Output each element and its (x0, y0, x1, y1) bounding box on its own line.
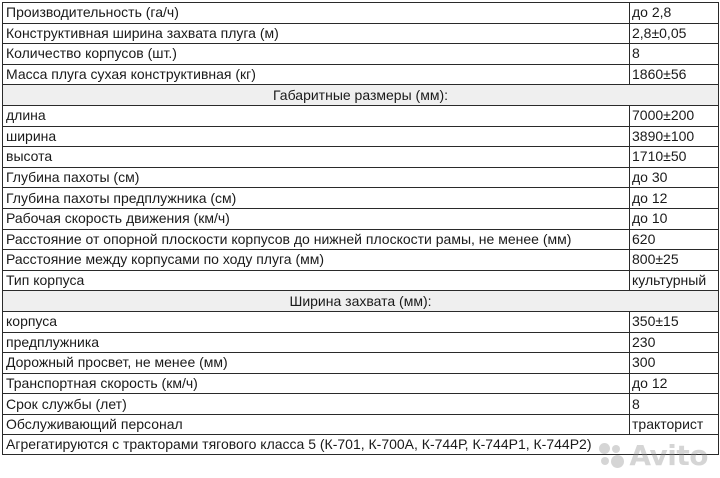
spec-label: Конструктивная ширина захвата плуга (м) (3, 23, 630, 44)
spec-label: Расстояние между корпусами по ходу плуга (мм) (3, 250, 630, 271)
spec-label: Масса плуга сухая конструктивная (кг) (3, 64, 630, 85)
spec-label: длина (3, 105, 630, 126)
spec-value: до 12 (630, 373, 719, 394)
spec-value: 300 (630, 353, 719, 374)
table-row (3, 270, 719, 291)
table-row (3, 394, 719, 415)
spec-value: до 30 (630, 167, 719, 188)
spec-value: до 10 (630, 208, 719, 229)
spec-value: 230 (630, 332, 719, 353)
table-row (3, 3, 719, 24)
table-row (3, 353, 719, 374)
spec-value: 1710±50 (630, 147, 719, 168)
section-header-row (3, 85, 719, 106)
section-title: Габаритные размеры (мм): (3, 85, 719, 106)
spec-label: Рабочая скорость движения (км/ч) (3, 208, 630, 229)
table-row (3, 208, 719, 229)
table-row (3, 23, 719, 44)
spec-value: 3890±100 (630, 126, 719, 147)
spec-value: 1860±56 (630, 64, 719, 85)
table-row (3, 147, 719, 168)
spec-label: Обслуживающий персонал (3, 414, 630, 435)
table-row (3, 126, 719, 147)
table-row (3, 188, 719, 209)
spec-label: Глубина пахоты предплужника (см) (3, 188, 630, 209)
spec-value: до 2,8 (630, 3, 719, 24)
spec-label: Глубина пахоты (см) (3, 167, 630, 188)
spec-label: Производительность (га/ч) (3, 3, 630, 24)
spec-value: 8 (630, 44, 719, 65)
table-row (3, 414, 719, 435)
spec-value: культурный (630, 270, 719, 291)
table-row (3, 373, 719, 394)
spec-label: корпуса (3, 311, 630, 332)
table-row (3, 44, 719, 65)
spec-value: 7000±200 (630, 105, 719, 126)
spec-value: 620 (630, 229, 719, 250)
table-row (3, 435, 719, 455)
watermark-text: Avito (629, 439, 708, 472)
spec-value: 800±25 (630, 250, 719, 271)
spec-label: Тип корпуса (3, 270, 630, 291)
table-row (3, 311, 719, 332)
section-header-row (3, 291, 719, 312)
spec-label: Количество корпусов (шт.) (3, 44, 630, 65)
spec-value: до 12 (630, 188, 719, 209)
spec-label: предплужника (3, 332, 630, 353)
table-row (3, 250, 719, 271)
spec-label: ширина (3, 126, 630, 147)
table-row (3, 167, 719, 188)
spec-label: высота (3, 147, 630, 168)
spec-label: Дорожный просвет, не менее (мм) (3, 353, 630, 374)
spec-label: Расстояние от опорной плоскости корпусов до нижней плоскости рамы, не менее (мм) (3, 229, 630, 250)
spec-label: Транспортная скорость (км/ч) (3, 373, 630, 394)
spec-value: тракторист (630, 414, 719, 435)
spec-label: Срок службы (лет) (3, 394, 630, 415)
spec-value: 350±15 (630, 311, 719, 332)
table-row (3, 229, 719, 250)
spec-value: 2,8±0,05 (630, 23, 719, 44)
section-title: Ширина захвата (мм): (3, 291, 719, 312)
table-row (3, 332, 719, 353)
spec-label: Агрегатируются с тракторами тягового класса 5 (К-701, К-700А, К-744Р, К-744Р1, К-744Р2) (3, 435, 719, 455)
table-row (3, 105, 719, 126)
table-row (3, 64, 719, 85)
spec-table (2, 2, 719, 455)
spec-value: 8 (630, 394, 719, 415)
